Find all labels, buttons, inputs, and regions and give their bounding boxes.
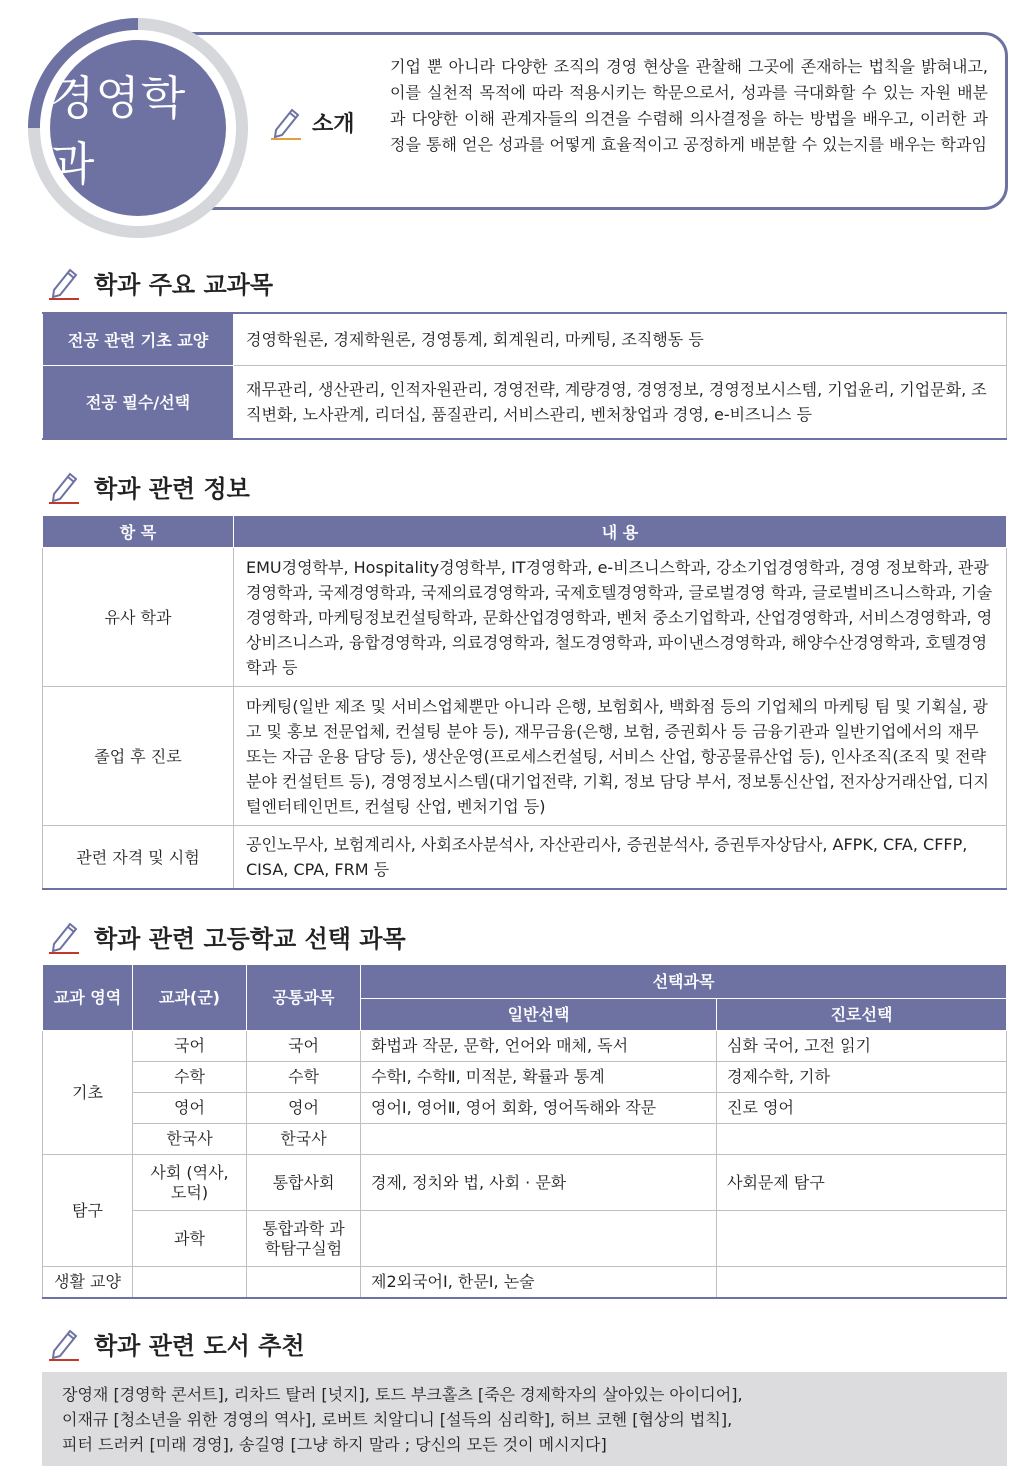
general-cell: 제2외국어Ⅰ, 한문Ⅰ, 논술 xyxy=(361,1267,717,1298)
career-cell: 진로 영어 xyxy=(717,1093,1007,1124)
general-cell: 화법과 작문, 문학, 언어와 매체, 독서 xyxy=(361,1031,717,1062)
table-header-row xyxy=(43,965,1007,999)
books-line: 장영재 [경영학 콘서트], 리차드 탈러 [넛지], 토드 부크홀츠 [죽은 경제학자의 살아있는 아이디어], xyxy=(62,1385,743,1404)
row-label: 유사 학과 xyxy=(43,548,234,687)
books-line: 피터 드러커 [미래 경영], 송길영 [그냥 하지 말라 ; 당신의 모든 것이 메시지다] xyxy=(62,1435,607,1454)
subject-cell: 국어 xyxy=(133,1031,247,1062)
general-cell: 경제, 정치와 법, 사회 · 문화 xyxy=(361,1155,717,1211)
common-cell: 통합과학 과학탐구실험 xyxy=(247,1211,361,1267)
general-cell: 수학Ⅰ, 수학Ⅱ, 미적분, 확률과 통계 xyxy=(361,1062,717,1093)
courses-table xyxy=(42,312,1007,440)
pencil-icon xyxy=(46,264,82,300)
general-cell xyxy=(361,1211,717,1267)
career-cell xyxy=(717,1267,1007,1298)
col-header-area: 교과 영역 xyxy=(43,965,133,1031)
career-cell: 경제수학, 기하 xyxy=(717,1062,1007,1093)
table-header-row xyxy=(43,516,1007,548)
table-row xyxy=(43,1062,1007,1093)
career-cell: 심화 국어, 고전 읽기 xyxy=(717,1031,1007,1062)
table-row xyxy=(43,1093,1007,1124)
section-title: 학과 관련 고등학교 선택 과목 xyxy=(94,924,406,953)
subject-cell: 사회 (역사,도덕) xyxy=(133,1155,247,1211)
row-label: 졸업 후 진로 xyxy=(43,687,234,826)
table-row xyxy=(43,1267,1007,1298)
hs-heading xyxy=(46,918,406,954)
info-table xyxy=(42,515,1007,890)
pencil-icon xyxy=(268,104,304,140)
info-heading xyxy=(46,468,250,504)
subject-cell: 과학 xyxy=(133,1211,247,1267)
dept-badge xyxy=(28,18,248,238)
row-value: EMU경영학부, Hospitality경영학부, IT경영학과, e-비즈니스학과, 강소기업경영학과, 경영 정보학과, 관광경영학과, 국제경영학과, 국제의료경영학과, 국제호텔경영학과, 글로벌경영 학과, 글로벌비즈니스학과, 기술경영학과, 마케팅정보컨설팅학과, 문화산업경영학과, 벤처 중소기업학과, 산업경영학과, 서비스경영학과, 영상비즈니스과, 융합경영학과, 의료경영학과, 철도경영학과, 파이낸스경영학과, 해양수산경영학과, 호텔경영학과 등 xyxy=(234,548,1007,687)
hs-table xyxy=(42,964,1007,1299)
section-title: 학과 관련 도서 추천 xyxy=(94,1331,305,1360)
header xyxy=(0,0,1016,235)
common-cell: 국어 xyxy=(247,1031,361,1062)
career-cell: 사회문제 탐구 xyxy=(717,1155,1007,1211)
books-line: 이재규 [청소년을 위한 경영의 역사], 로버트 치알디니 [설득의 심리학], 허브 코헨 [협상의 법칙], xyxy=(62,1410,733,1429)
intro-label xyxy=(268,104,355,140)
general-cell xyxy=(361,1124,717,1155)
row-label: 관련 자격 및 시험 xyxy=(43,826,234,890)
badge-core xyxy=(50,40,226,216)
col-header-career: 진로선택 xyxy=(717,999,1007,1031)
col-header-content: 내 용 xyxy=(234,516,1007,548)
section-title: 학과 관련 정보 xyxy=(94,474,250,503)
subject-cell xyxy=(133,1267,247,1298)
badge-ring xyxy=(40,30,236,226)
courses-heading xyxy=(46,264,273,300)
books-heading xyxy=(46,1325,305,1361)
table-row xyxy=(43,826,1007,890)
row-value: 마케팅(일반 제조 및 서비스업체뿐만 아니라 은행, 보험회사, 백화점 등의 기업체의 마케팅 팀 및 기획실, 광고 및 홍보 전문업체, 컨설팅 분야 등), 재무금융(은행, 보험, 증권회사 등 금융기관과 일반기업에서의 재무 또는 자금 운용 담당 등), 생산운영(프로세스컨설팅, 서비스 산업, 항공물류산업 등), 인사조직(조직 및 전략분야 컨설턴트 등), 경영정보시스템(대기업전략, 기획, 정보 담당 부서, 정보통신산업, 전자상거래산업, 디지털엔터테인먼트, 컨설팅 산업, 벤처기업 등) xyxy=(234,687,1007,826)
row-value: 경영학원론, 경제학원론, 경영통계, 회계원리, 마케팅, 조직행동 등 xyxy=(234,313,1007,365)
intro-label-text: 소개 xyxy=(312,111,355,137)
common-cell: 통합사회 xyxy=(247,1155,361,1211)
pencil-icon xyxy=(46,468,82,504)
col-header-elective: 선택과목 xyxy=(361,965,1007,999)
table-row xyxy=(43,1155,1007,1211)
books-box xyxy=(42,1372,1007,1466)
row-label: 전공 관련 기초 교양 xyxy=(43,313,234,365)
col-header-subject: 교과(군) xyxy=(133,965,247,1031)
pencil-icon xyxy=(46,918,82,954)
table-row xyxy=(43,313,1007,365)
row-value: 재무관리, 생산관리, 인적자원관리, 경영전략, 계량경영, 경영정보, 경영정보시스템, 기업윤리, 기업문화, 조직변화, 노사관계, 리더십, 품질관리, 서비스관리, 벤처창업과 경영, e-비즈니스 등 xyxy=(234,365,1007,439)
table-row xyxy=(43,1124,1007,1155)
table-row xyxy=(43,687,1007,826)
intro-text: 기업 뿐 아니라 다양한 조직의 경영 현상을 관찰해 그곳에 존재하는 법칙을 밝혀내고, 이를 실천적 목적에 따라 적용시키는 학문으로서, 성과를 극대화할 수 있는 자원 배분과 다양한 이해 관계자들의 의견을 수렴해 의사결정을 하는 방법을 배우고, 이러한 과정을 통해 얻은 성과를 어떻게 효율적이고 공정하게 배분할 수 있는지를 배우는 학과임 xyxy=(390,57,988,154)
common-cell: 수학 xyxy=(247,1062,361,1093)
col-header-general: 일반선택 xyxy=(361,999,717,1031)
career-cell xyxy=(717,1124,1007,1155)
col-header-item: 항 목 xyxy=(43,516,234,548)
area-cell: 기초 xyxy=(43,1031,133,1155)
subject-cell: 한국사 xyxy=(133,1124,247,1155)
common-cell xyxy=(247,1267,361,1298)
table-row xyxy=(43,1211,1007,1267)
subject-cell: 영어 xyxy=(133,1093,247,1124)
table-row xyxy=(43,365,1007,439)
row-label: 전공 필수/선택 xyxy=(43,365,234,439)
area-cell: 탐구 xyxy=(43,1155,133,1267)
table-row xyxy=(43,548,1007,687)
col-header-common: 공통과목 xyxy=(247,965,361,1031)
common-cell: 영어 xyxy=(247,1093,361,1124)
table-row xyxy=(43,1031,1007,1062)
pencil-icon xyxy=(46,1325,82,1361)
section-title: 학과 주요 교과목 xyxy=(94,270,273,299)
general-cell: 영어Ⅰ, 영어Ⅱ, 영어 회화, 영어독해와 작문 xyxy=(361,1093,717,1124)
row-value: 공인노무사, 보험계리사, 사회조사분석사, 자산관리사, 증권분석사, 증권투자상담사, AFPK, CFA, CFFP, CISA, CPA, FRM 등 xyxy=(234,826,1007,890)
common-cell: 한국사 xyxy=(247,1124,361,1155)
career-cell xyxy=(717,1211,1007,1267)
area-cell: 생활 교양 xyxy=(43,1267,133,1298)
subject-cell: 수학 xyxy=(133,1062,247,1093)
dept-title: 경영학과 xyxy=(50,71,187,191)
